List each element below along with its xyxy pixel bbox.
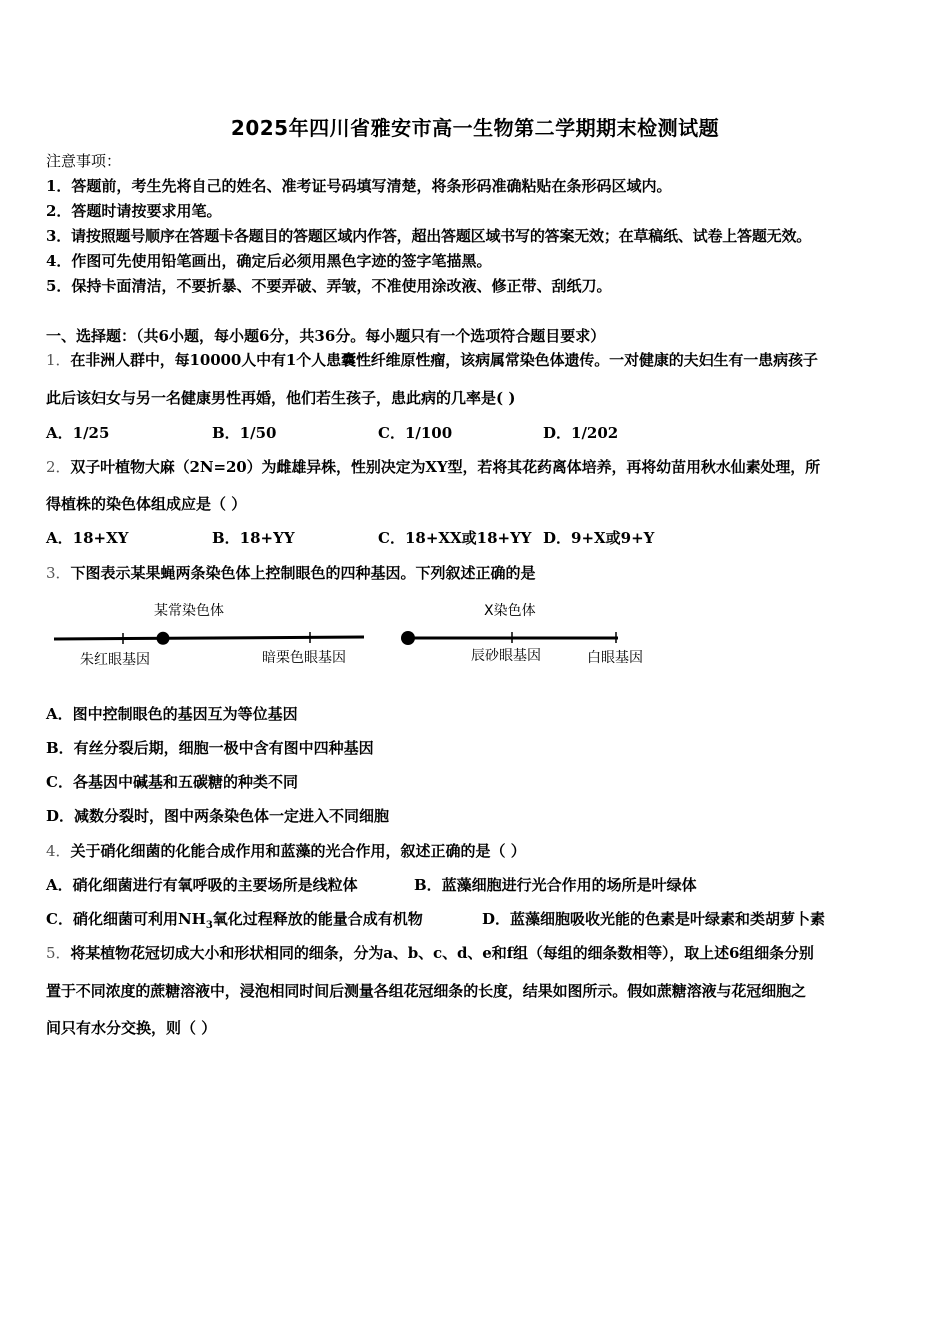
gene-label: 暗栗色眼基因 [262, 650, 346, 666]
option-a: A．硝化细菌进行有氧呼吸的主要场所是线粒体 [46, 876, 358, 894]
question-number: 3． [46, 564, 71, 582]
subscript: 3 [205, 920, 213, 931]
question-2 [46, 458, 820, 476]
x-centromere [401, 631, 415, 645]
chromosome-figure [46, 596, 666, 676]
option-a: A．18+XY [46, 529, 129, 547]
option-c: C．1/100 [378, 424, 453, 442]
question-text: 下图表示某果蝇两条染色体上控制眼色的四种基因。下列叙述正确的是 [70, 564, 536, 582]
question-1-line2: 此后该妇女与另一名健康男性再婚，他们若生孩子，患此病的几率是( ) [46, 389, 516, 407]
option-c-text: C．硝化细菌可利用NH [46, 910, 206, 928]
option-d: D．减数分裂时，图中两条染色体一定进入不同细胞 [46, 807, 390, 825]
option-a: A．1/25 [46, 424, 110, 442]
option-d: D．9+X或9+Y [543, 529, 655, 547]
note-item: 5．保持卡面清洁，不要折暴、不要弄破、弄皱，不准使用涂改液、修正带、刮纸刀。 [46, 277, 612, 295]
question-5-line3: 间只有水分交换，则（ ） [46, 1019, 217, 1037]
page-title: 2025年四川省雅安市高一生物第二学期期末检测试题 [230, 116, 720, 140]
question-text: 将某植物花冠切成大小和形状相同的细条，分为a、b、c、d、e和f组（每组的细条数相等），取上述6组细条分别 [70, 944, 814, 962]
autosome-line [54, 637, 364, 639]
option-b: B．蓝藻细胞进行光合作用的场所是叶绿体 [414, 876, 697, 894]
question-number: 1． [46, 351, 71, 369]
note-item: 3．请按照题号顺序在答题卡各题目的答题区域内作答，超出答题区域书写的答案无效；在草稿纸、试卷上答题无效。 [46, 227, 812, 245]
autosome-centromere [157, 632, 170, 645]
question-number: 2． [46, 458, 71, 476]
option-d: D．1/202 [543, 424, 619, 442]
option-d: D．蓝藻细胞吸收光能的色素是叶绿素和类胡萝卜素 [482, 910, 826, 928]
gene-label: 朱红眼基因 [80, 652, 150, 668]
question-1 [46, 351, 818, 369]
question-text: 双子叶植物大麻（2N=20）为雌雄异株，性别决定为XY型，若将其花药离体培养，再将幼苗用秋水仙素处理，所 [70, 458, 821, 476]
option-c-text: 氧化过程释放的能量合成有机物 [212, 910, 423, 928]
option-c: C．各基因中碱基和五碳糖的种类不同 [46, 773, 298, 791]
question-number: 5． [46, 944, 71, 962]
option-c [46, 910, 423, 935]
section-heading: 一、选择题：（共6小题，每小题6分，共36分。每小题只有一个选项符合题目要求） [46, 327, 606, 345]
x-chromosome-label: X染色体 [484, 603, 536, 619]
option-b: B．18+YY [212, 529, 295, 547]
notes-heading: 注意事项： [46, 152, 122, 170]
question-4 [46, 842, 526, 860]
question-text: 在非洲人群中，每10000人中有1个人患囊性纤维原性瘤，该病属常染色体遗传。一对健康的夫妇生有一患病孩子 [70, 351, 818, 369]
question-2-line2: 得植株的染色体组成应是（ ） [46, 495, 247, 513]
note-item: 4．作图可先使用铅笔画出，确定后必须用黑色字迹的签字笔描黑。 [46, 252, 492, 270]
gene-label: 白眼基因 [587, 650, 643, 666]
option-b: B．有丝分裂后期，细胞一极中含有图中四种基因 [46, 739, 374, 757]
question-5-line2: 置于不同浓度的蔗糖溶液中，浸泡相同时间后测量各组花冠细条的长度，结果如图所示。假如蔗糖溶液与花冠细胞之 [46, 982, 806, 1000]
option-c: C．18+XX或18+YY [378, 529, 532, 547]
option-a: A．图中控制眼色的基因互为等位基因 [46, 705, 298, 723]
gene-label: 辰砂眼基因 [471, 648, 541, 664]
question-number: 4． [46, 842, 71, 860]
note-item: 2．答题时请按要求用笔。 [46, 202, 222, 220]
autosome-label: 某常染色体 [154, 603, 224, 619]
question-5 [46, 944, 814, 962]
question-3 [46, 564, 536, 582]
option-b: B．1/50 [212, 424, 277, 442]
question-text: 关于硝化细菌的化能合成作用和蓝藻的光合作用，叙述正确的是（ ） [70, 842, 526, 860]
note-item: 1．答题前，考生先将自己的姓名、准考证号码填写清楚，将条形码准确粘贴在条形码区域内。 [46, 177, 672, 195]
